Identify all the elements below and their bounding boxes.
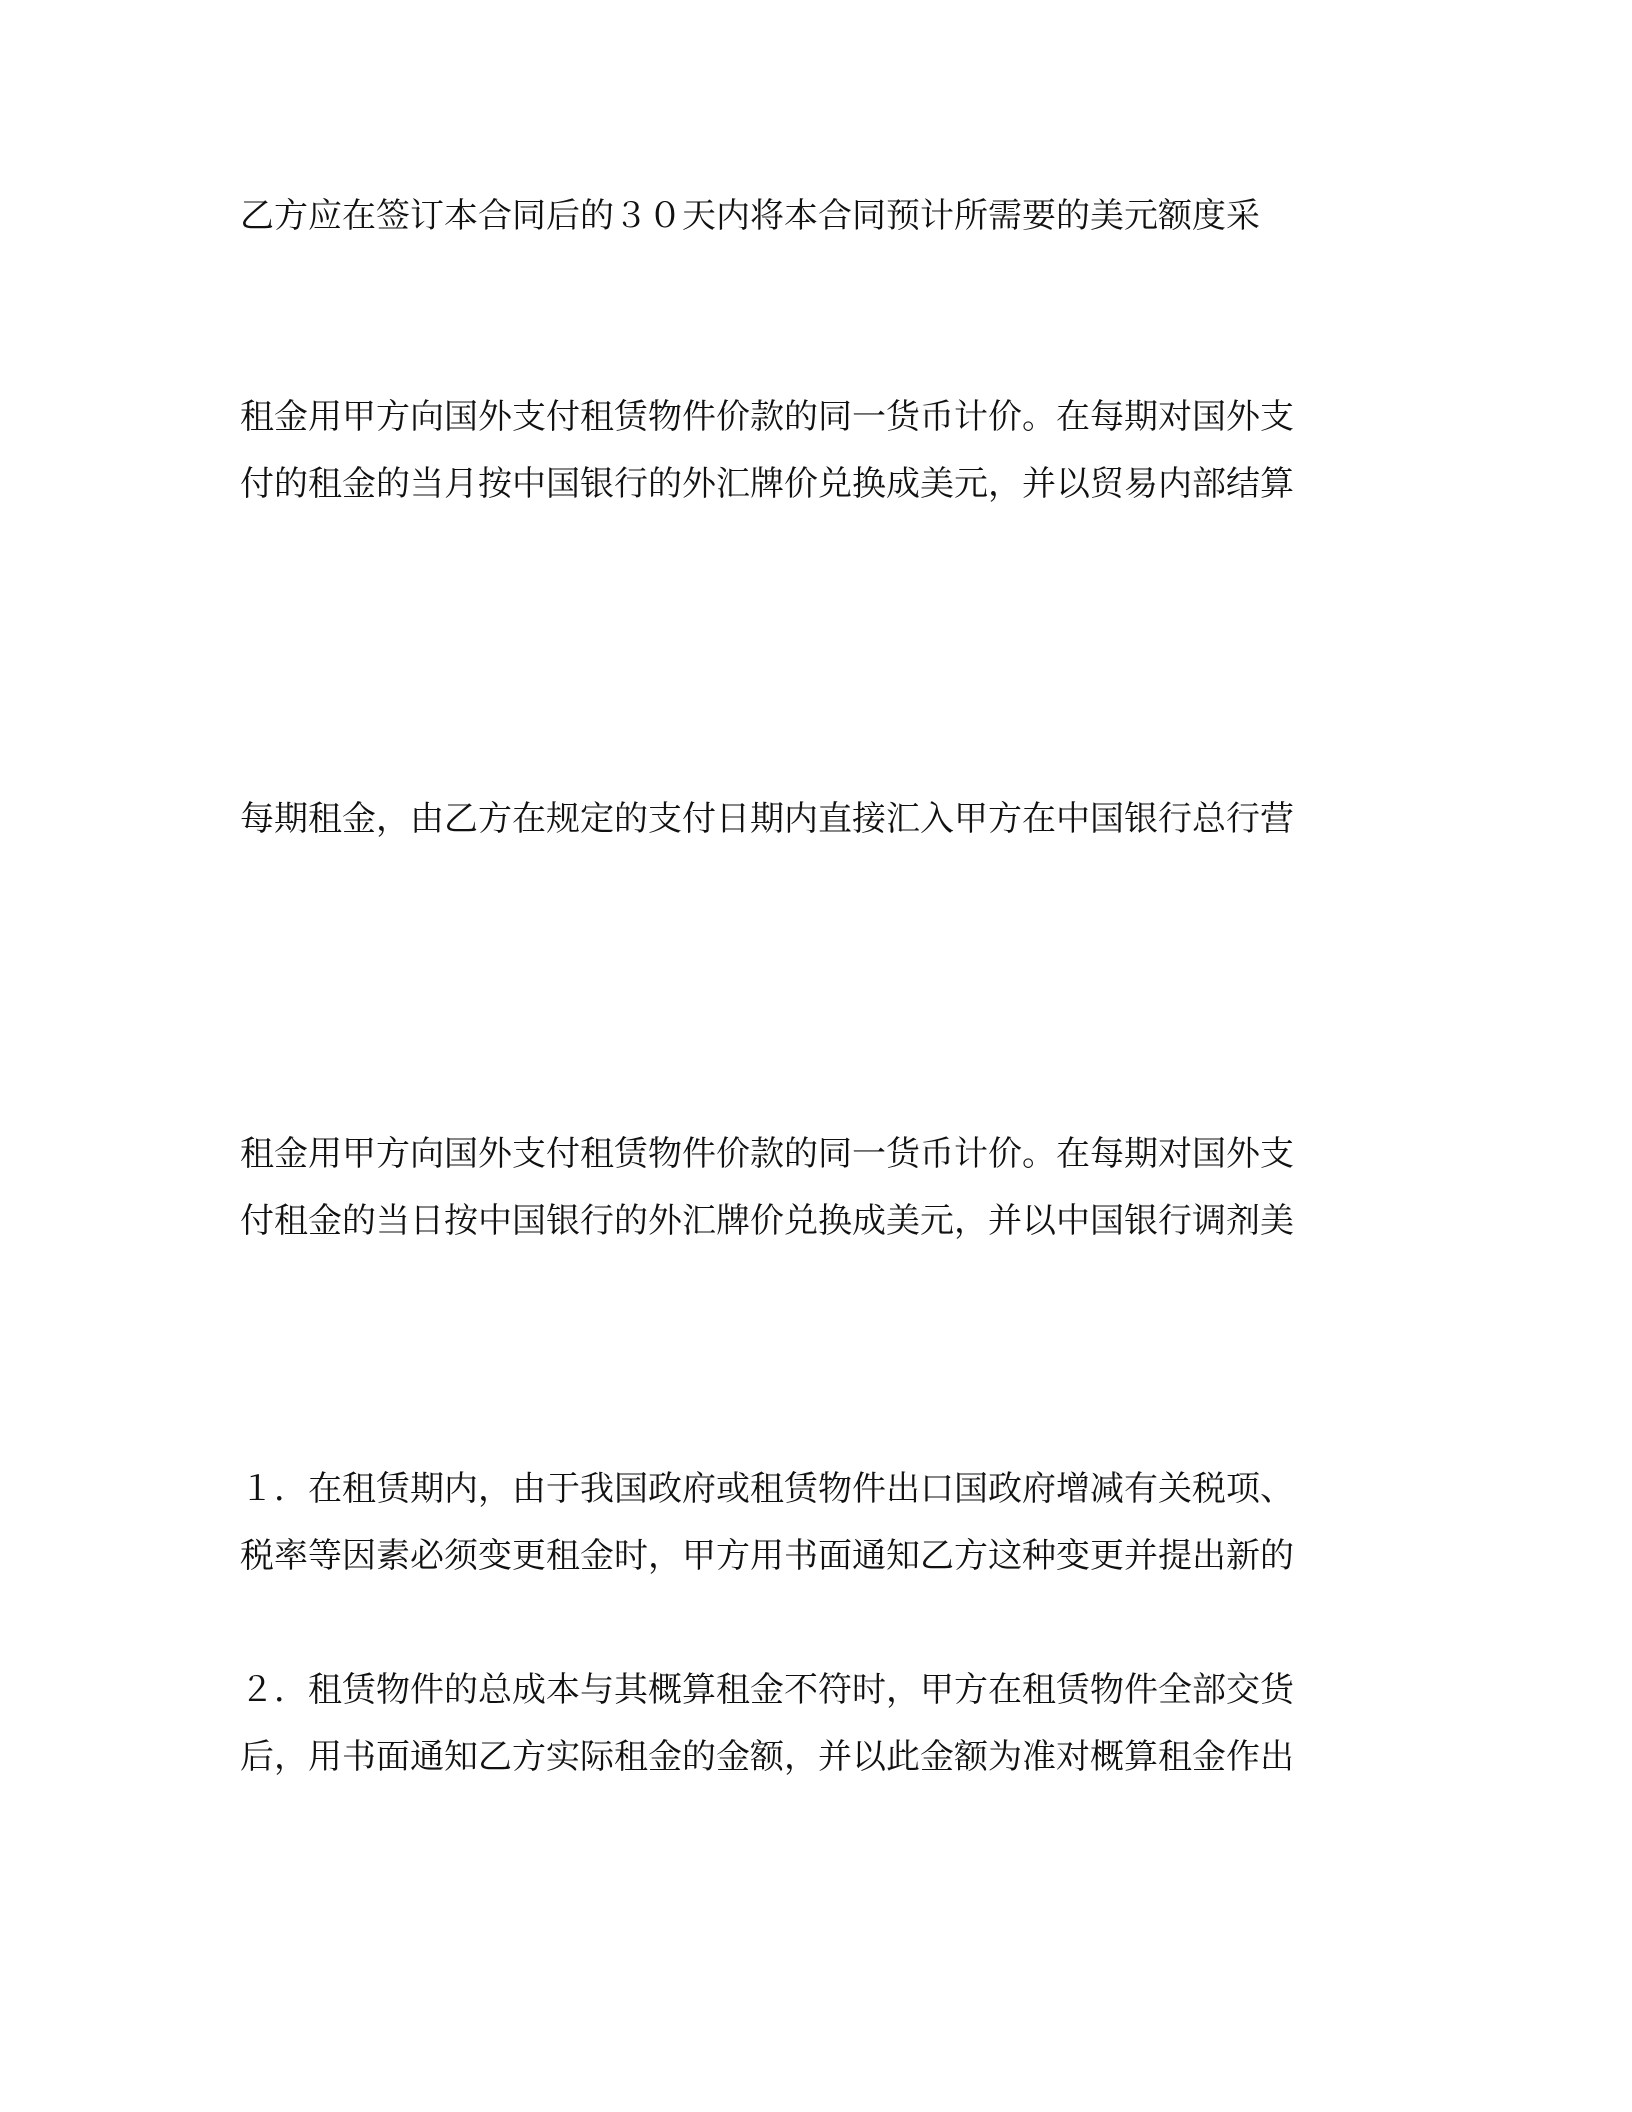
text-line: [240, 325, 1400, 375]
text-line-content: 税率等因素必须变更租金时，甲方用书面通知乙方这种变更并提出新的: [240, 1536, 1294, 1576]
text-line-content: 后，用书面通知乙方实际租金的金额，并以此金额为准对概算租金作出: [240, 1737, 1294, 1777]
text-line: [240, 1464, 1400, 1514]
text-line: [240, 526, 1400, 576]
text-line: [240, 258, 1400, 308]
text-line-content: 租金用甲方向国外支付租赁物件价款的同一货币计价。在每期对国外支: [240, 397, 1294, 437]
text-line: [240, 1062, 1400, 1112]
text-line: [240, 593, 1400, 643]
text-line: [240, 1799, 1400, 1849]
text-line: [240, 1732, 1400, 1782]
text-line: [240, 727, 1400, 777]
text-line: [240, 861, 1400, 911]
text-line: [240, 660, 1400, 710]
text-line: [240, 794, 1400, 844]
text-line: [240, 1196, 1400, 1246]
text-line-content: 付租金的当日按中国银行的外汇牌价兑换成美元，并以中国银行调剂美: [240, 1201, 1294, 1241]
text-line: [240, 459, 1400, 509]
text-line-content: ２．租赁物件的总成本与其概算租金不符时，甲方在租赁物件全部交货: [240, 1670, 1294, 1710]
text-line-content: 每期租金，由乙方在规定的支付日期内直接汇入甲方在中国银行总行营: [240, 799, 1294, 839]
text-line: [240, 1598, 1400, 1648]
text-line-content: １．在租赁期内，由于我国政府或租赁物件出口国政府增减有关税项、: [240, 1469, 1294, 1509]
text-line: [240, 1330, 1400, 1380]
text-line: [240, 1129, 1400, 1179]
text-line: [240, 191, 1400, 241]
text-line-content: 付的租金的当月按中国银行的外汇牌价兑换成美元，并以贸易内部结算: [240, 464, 1294, 504]
text-line: [240, 995, 1400, 1045]
text-line-content: 租金用甲方向国外支付租赁物件价款的同一货币计价。在每期对国外支: [240, 1134, 1294, 1174]
text-line: [240, 1263, 1400, 1313]
text-line-content: 乙方应在签订本合同后的３０天内将本合同预计所需要的美元额度采: [240, 196, 1260, 236]
text-line: [240, 392, 1400, 442]
text-line: [240, 928, 1400, 978]
text-line: [240, 1531, 1400, 1581]
text-line: [240, 1665, 1400, 1715]
section-heading: [240, 1397, 1400, 1447]
